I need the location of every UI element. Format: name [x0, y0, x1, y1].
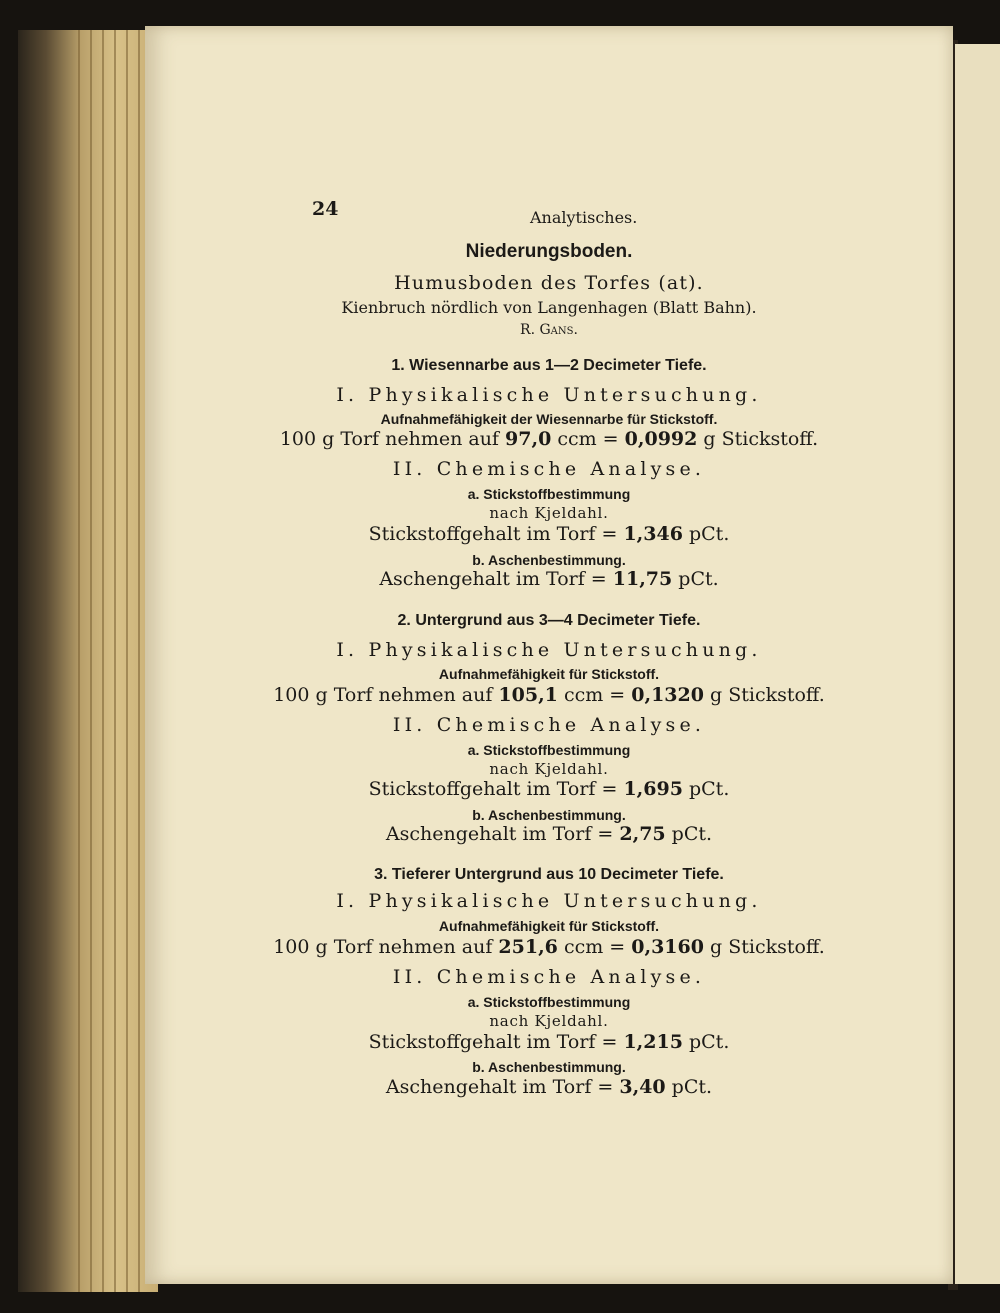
ash-line: Aschengehalt im Torf = 11,75 pCt. — [379, 568, 719, 590]
section-heading: 2. Untergrund aus 3—4 Decimeter Tiefe. — [397, 612, 701, 629]
nitrogen-line: Stickstoffgehalt im Torf = 1,695 pCt. — [368, 778, 730, 800]
absorption-line: 100 g Torf nehmen auf 97,0 ccm = 0,0992 g Stickstoff. — [279, 428, 819, 450]
nitrogen-subheading: a. Stickstoffbestimmung — [467, 994, 631, 1010]
ash-subheading: b. Aschenbestimmung. — [472, 552, 626, 568]
physical-title: I. Physikalische Untersuchung. — [336, 639, 762, 661]
chemical-title: II. Chemische Analyse. — [392, 714, 706, 736]
location-line: Kienbruch nördlich von Langenhagen (Blatt Bahn). — [341, 298, 757, 317]
subtitle: Humusboden des Torfes (at). — [394, 272, 704, 294]
section-heading: 1. Wiesennarbe aus 1—2 Decimeter Tiefe. — [391, 357, 707, 374]
ash-line: Aschengehalt im Torf = 2,75 pCt. — [385, 823, 713, 845]
facing-page-edge — [955, 44, 1000, 1284]
ash-line: Aschengehalt im Torf = 3,40 pCt. — [385, 1076, 713, 1098]
absorption-label: Aufnahmefähigkeit für Stickstoff. — [438, 666, 660, 682]
nitrogen-line: Stickstoffgehalt im Torf = 1,215 pCt. — [368, 1031, 730, 1053]
page-content — [145, 26, 953, 1284]
physical-title: I. Physikalische Untersuchung. — [336, 384, 762, 406]
book-page-edges — [18, 30, 158, 1292]
absorption-line: 100 g Torf nehmen auf 105,1 ccm = 0,1320 g Stickstoff. — [273, 684, 825, 706]
method-line: nach Kjeldahl. — [489, 504, 609, 522]
section-heading: 3. Tieferer Untergrund aus 10 Decimeter Tiefe. — [374, 866, 724, 883]
running-title: Analytisches. — [530, 208, 638, 227]
nitrogen-subheading: a. Stickstoffbestimmung — [467, 742, 631, 758]
ash-subheading: b. Aschenbestimmung. — [472, 1059, 626, 1075]
author-line: R. Gans. — [520, 322, 578, 338]
chemical-title: II. Chemische Analyse. — [392, 966, 706, 988]
method-line: nach Kjeldahl. — [489, 1012, 609, 1030]
method-line: nach Kjeldahl. — [489, 760, 609, 778]
absorption-label: Aufnahmefähigkeit der Wiesennarbe für Stickstoff. — [380, 411, 718, 427]
page-title: Niederungsboden. — [465, 241, 633, 262]
nitrogen-line: Stickstoffgehalt im Torf = 1,346 pCt. — [368, 523, 730, 545]
physical-title: I. Physikalische Untersuchung. — [336, 890, 762, 912]
chemical-title: II. Chemische Analyse. — [392, 458, 706, 480]
absorption-line: 100 g Torf nehmen auf 251,6 ccm = 0,3160 g Stickstoff. — [273, 936, 825, 958]
absorption-label: Aufnahmefähigkeit für Stickstoff. — [438, 918, 660, 934]
page-number: 24 — [312, 198, 339, 220]
ash-subheading: b. Aschenbestimmung. — [472, 807, 626, 823]
book-page — [145, 26, 953, 1284]
nitrogen-subheading: a. Stickstoffbestimmung — [467, 486, 631, 502]
